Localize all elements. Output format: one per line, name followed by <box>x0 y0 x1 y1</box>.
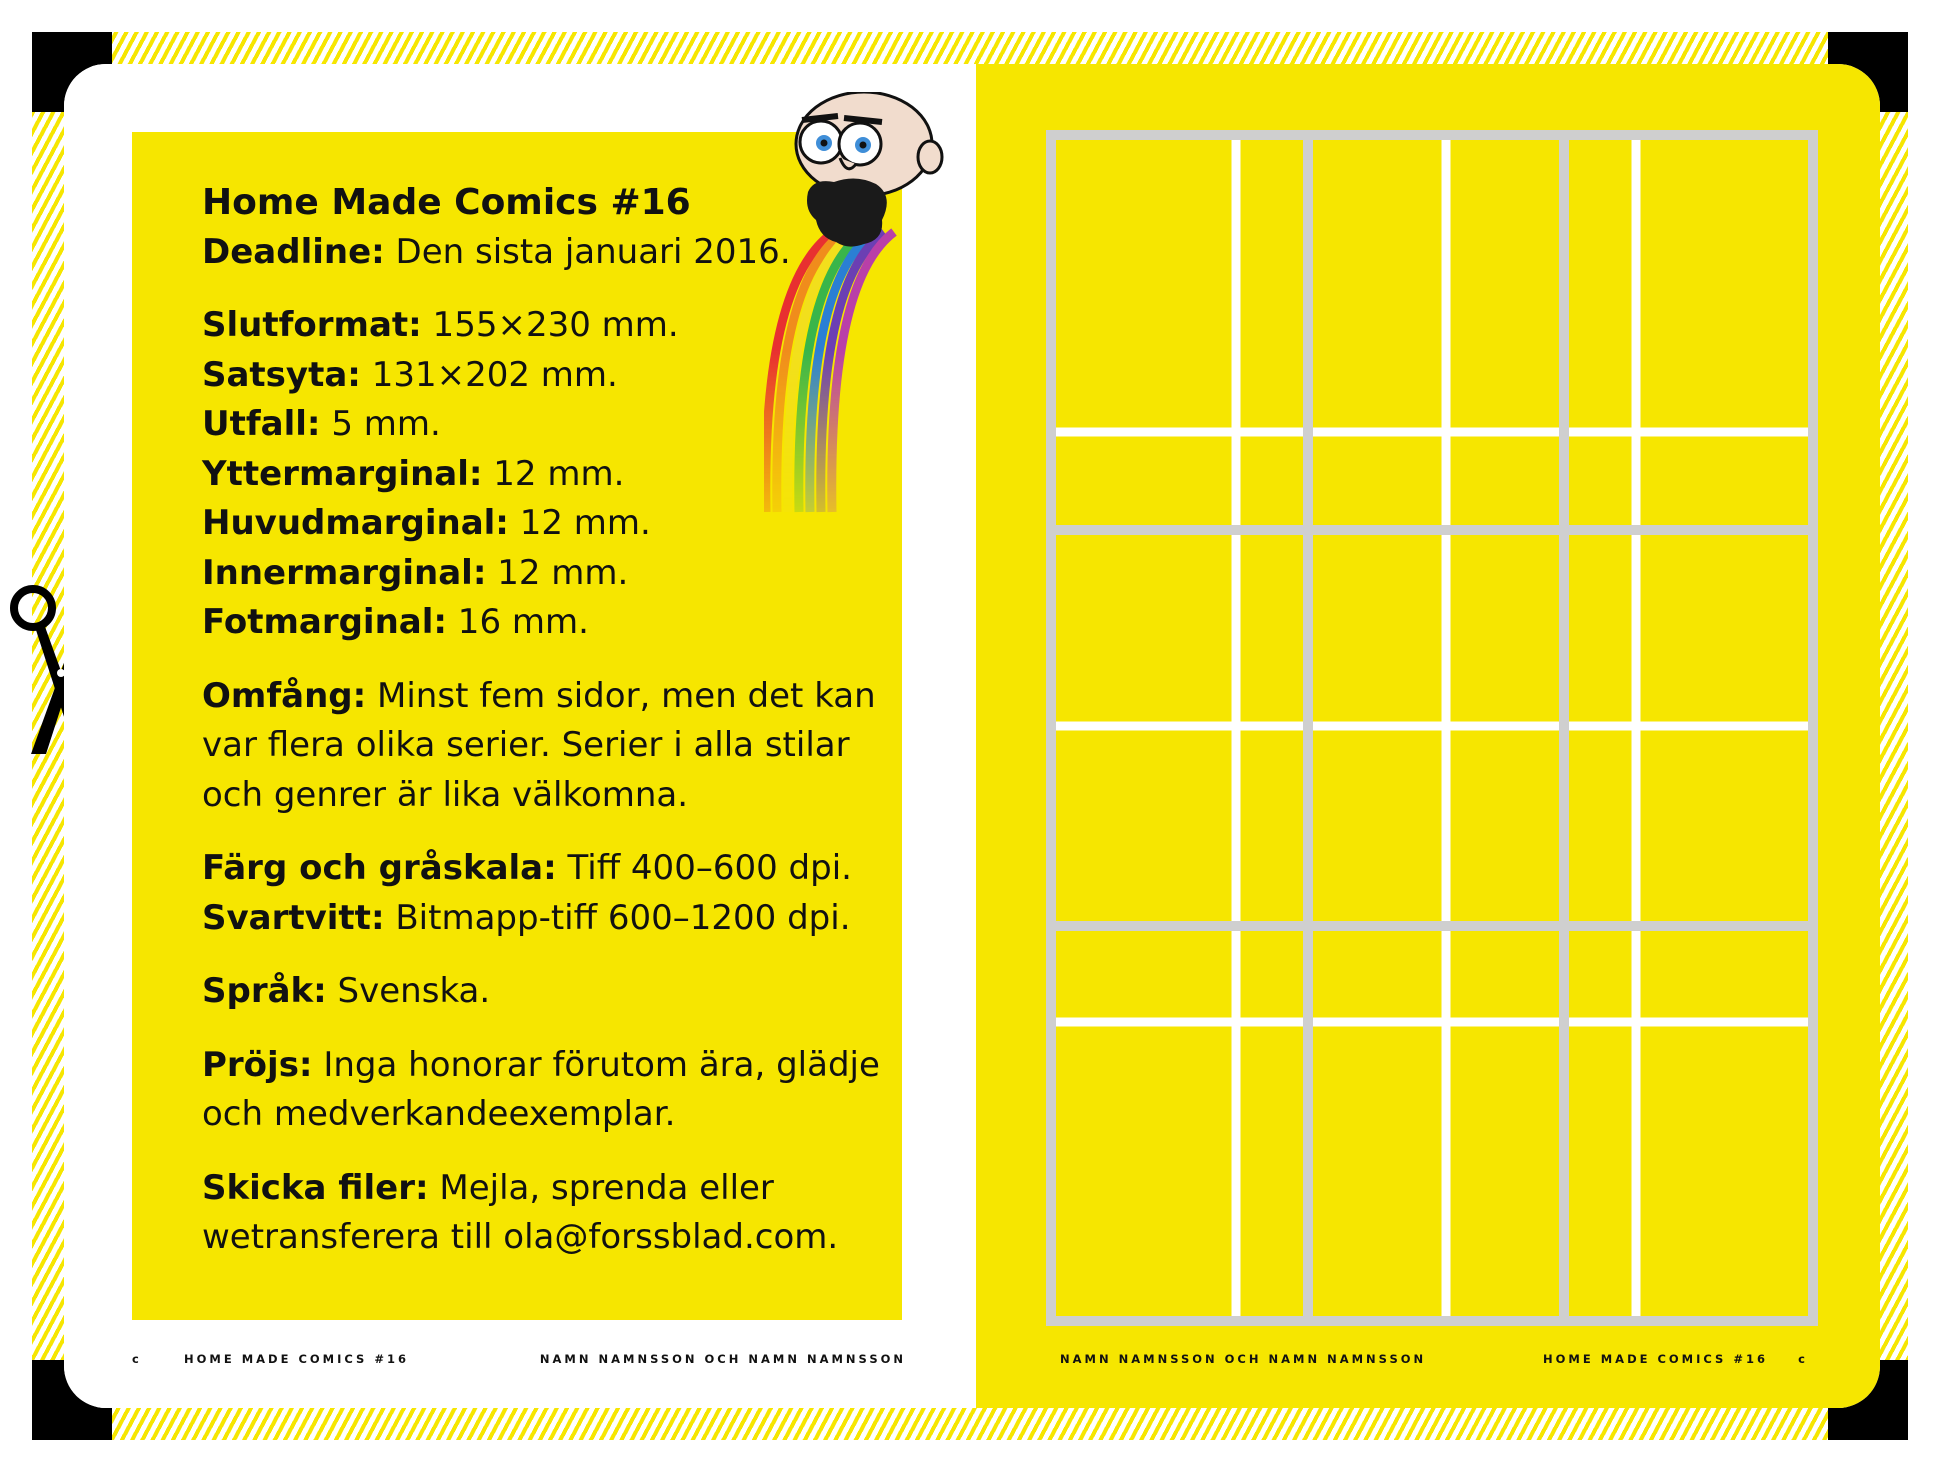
spec-line <box>202 301 862 351</box>
language-value: Svenska. <box>326 971 491 1011</box>
spec-line <box>202 450 862 500</box>
omfang-text: och genrer är lika välkomna. <box>202 774 689 815</box>
spec-label: Utfall: <box>202 404 321 444</box>
footer-title: HOME MADE COMICS #16 <box>1543 1352 1768 1366</box>
deadline-value: Den sista januari 2016. <box>384 231 791 272</box>
send-files-label: Skicka filer: <box>202 1167 429 1208</box>
spec-value: 12 mm. <box>508 503 651 543</box>
spec-label: Satsyta: <box>202 354 361 395</box>
omfang-section <box>202 672 876 821</box>
omfang-line <box>202 672 876 722</box>
payment-text: och medverkandeexemplar. <box>202 1094 676 1134</box>
footer-authors: NAMN NAMNSSON OCH NAMN NAMNSSON <box>539 1352 906 1366</box>
spec-label: Yttermarginal: <box>202 453 483 494</box>
payment-label: Pröjs: <box>202 1044 313 1085</box>
language-section <box>202 967 862 1017</box>
page-number: c <box>132 1352 142 1366</box>
omfang-text: var flera olika serier. Serier i alla stilar <box>202 725 850 765</box>
right-page <box>976 64 1880 1408</box>
spec-value: 131×202 mm. <box>360 354 618 395</box>
footer-title: HOME MADE COMICS #16 <box>184 1352 409 1366</box>
spec-line <box>202 598 862 648</box>
bearded-man-rainbow-illustration <box>764 92 954 562</box>
send-files-section <box>202 1164 862 1263</box>
bw-format-line <box>202 894 862 944</box>
spec-label: Slutformat: <box>202 305 422 345</box>
spec-label: Innermarginal: <box>202 552 487 593</box>
deadline-line <box>202 228 862 278</box>
spec-line <box>202 499 862 549</box>
color-format-label: Färg och gråskala: <box>202 848 557 888</box>
spec-value: 12 mm. <box>482 453 625 494</box>
spec-line <box>202 351 862 401</box>
left-page <box>64 64 976 1408</box>
send-files-line <box>202 1164 862 1214</box>
send-files-text: Mejla, sprenda eller <box>428 1167 774 1208</box>
bw-format-value: Bitmapp-tiff 600–1200 dpi. <box>384 897 851 938</box>
file-format-section <box>202 844 862 943</box>
send-files-text: wetransferera till ola@forssblad.com. <box>202 1217 839 1257</box>
deadline-label: Deadline: <box>202 231 385 272</box>
spec-value: 155×230 mm. <box>421 305 679 345</box>
format-specs <box>202 301 862 648</box>
payment-text: Inga honorar förutom ära, glädje <box>312 1044 880 1085</box>
page-spread <box>64 64 1880 1408</box>
page-number: c <box>1798 1352 1808 1366</box>
spec-value: 16 mm. <box>447 602 589 642</box>
spec-value: 5 mm. <box>320 404 441 444</box>
spec-label: Huvudmarginal: <box>202 503 509 543</box>
spec-line <box>202 549 862 599</box>
omfang-label: Omfång: <box>202 675 367 716</box>
spec-label: Fotmarginal: <box>202 602 447 642</box>
color-format-line <box>202 844 862 894</box>
submission-info <box>202 178 880 1287</box>
payment-section <box>202 1041 880 1140</box>
page-title: Home Made Comics #16 <box>202 182 691 223</box>
color-format-value: Tiff 400–600 dpi. <box>556 848 852 888</box>
bw-format-label: Svartvitt: <box>202 897 385 938</box>
spec-value: 12 mm. <box>486 552 629 593</box>
language-label: Språk: <box>202 971 327 1011</box>
gutter-lines <box>1056 140 1808 1316</box>
language-line <box>202 967 862 1017</box>
payment-line <box>202 1041 880 1091</box>
omfang-text: Minst fem sidor, men det kan <box>366 675 876 716</box>
footer-authors: NAMN NAMNSSON OCH NAMN NAMNSSON <box>1060 1352 1427 1366</box>
spec-line <box>202 400 862 450</box>
panel-grid-template <box>1046 130 1818 1326</box>
